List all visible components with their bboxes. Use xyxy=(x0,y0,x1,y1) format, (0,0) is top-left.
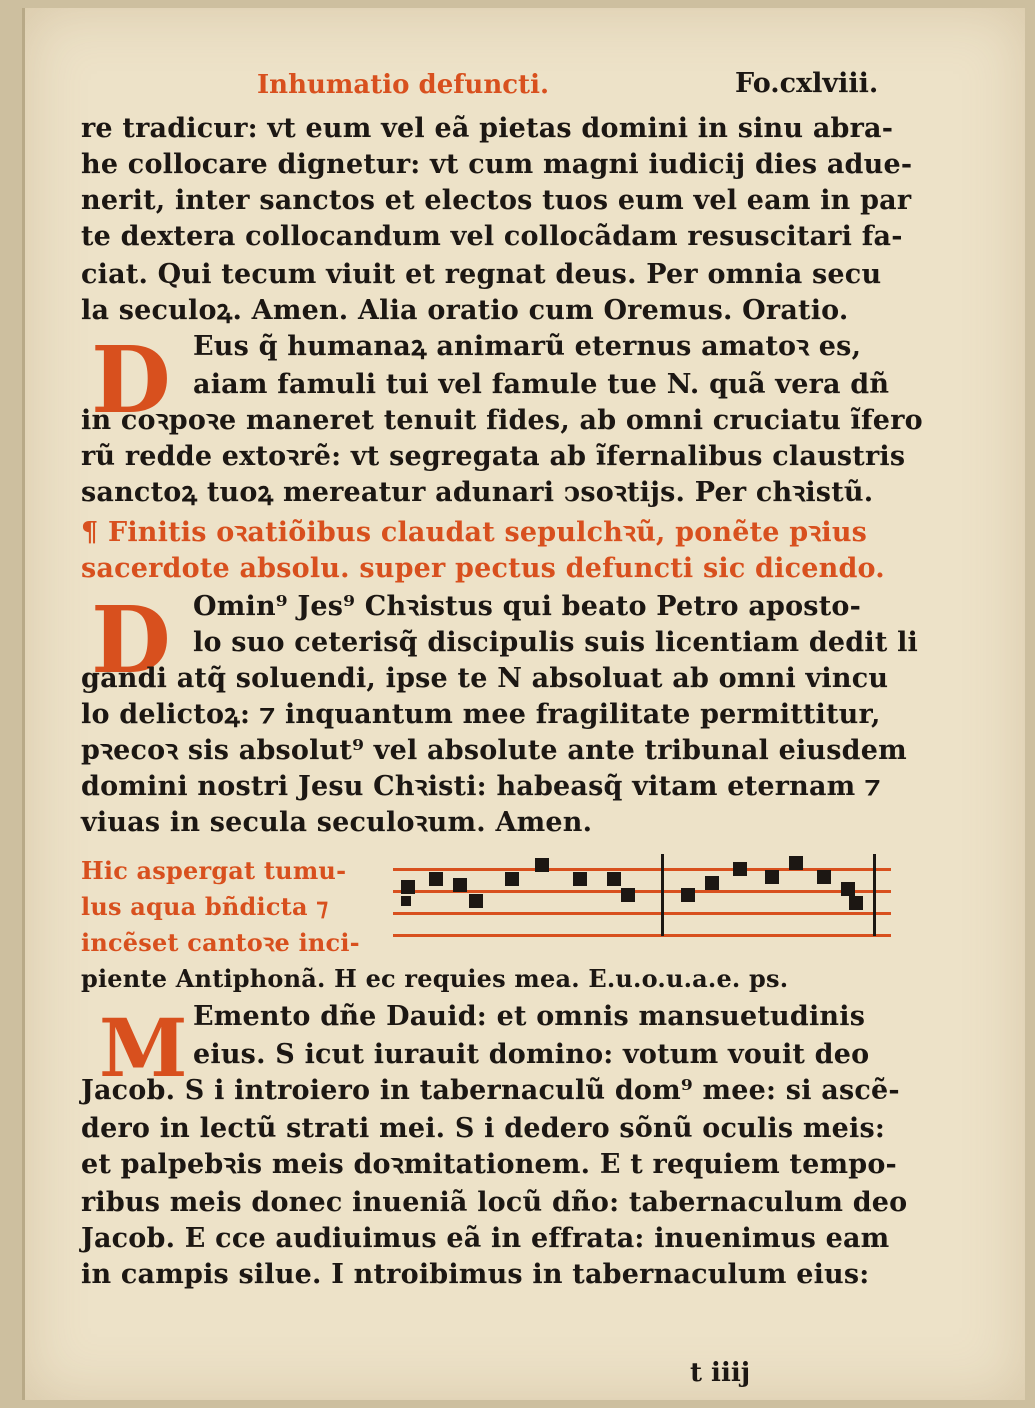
folio-number: Fo.cxlviii. xyxy=(735,68,879,99)
text-line: viuas in secula seculoꝛum. Amen. xyxy=(81,807,593,838)
neume xyxy=(705,876,719,890)
book-page xyxy=(22,8,1025,1400)
neume xyxy=(401,880,415,894)
text-line: Jacob. S i introiero in tabernaculũ dom⁹ mee: si ascẽ- xyxy=(81,1075,900,1106)
text-line: Emento dñe Dauid: et omnis mansuetudinis xyxy=(193,1001,866,1032)
rubric-line: ¶ Finitis oꝛatiõibus claudat sepulchꝛũ, ponẽte pꝛius xyxy=(81,517,868,548)
neume xyxy=(535,858,549,872)
neume xyxy=(573,872,587,886)
neume xyxy=(401,896,411,906)
text-line: Eus q̃ humanaꝝ animarũ eternus amatoꝛ es, xyxy=(193,331,862,362)
neume xyxy=(849,896,863,910)
text-line: eius. S icut iurauit domino: votum vouit deo xyxy=(193,1039,870,1070)
neume xyxy=(453,878,467,892)
text-line: piente Antiphonã. H ec requies mea. E.u.o.u.a.e. ps. xyxy=(81,964,789,993)
text-line: domini nostri Jesu Chꝛisti: habeasq̃ vitam eternam ⁊ xyxy=(81,771,881,802)
signature-mark: t iiij xyxy=(690,1358,751,1388)
rubric-line: incẽset cantoꝛe inci- xyxy=(81,928,360,957)
text-line: in coꝛpoꝛe maneret tenuit fides, ab omni cruciatu ĩfero xyxy=(81,405,923,436)
text-line: in campis silue. I ntroibimus in tabernaculum eius: xyxy=(81,1259,870,1290)
music-staff xyxy=(393,866,891,946)
text-line: he collocare dignetur: vt cum magni iudicij dies adue- xyxy=(81,149,913,180)
text-line: dero in lectũ strati mei. S i dedero sõnũ oculis meis: xyxy=(81,1113,886,1144)
text-line: re tradicur: vt eum vel eã pietas domini in sinu abra- xyxy=(81,113,894,144)
text-line: rũ redde extoꝛrẽ: vt segregata ab ĩfernalibus claustris xyxy=(81,441,906,472)
neume xyxy=(681,888,695,902)
text-line: Omin⁹ Jes⁹ Chꝛistus qui beato Petro aposto- xyxy=(193,591,861,622)
rubric-line: lus aqua bñdicta ⁊ xyxy=(81,892,329,921)
neume xyxy=(817,870,831,884)
neume xyxy=(841,882,855,896)
neume xyxy=(505,872,519,886)
neume xyxy=(429,872,443,886)
running-head: Inhumatio defuncti. xyxy=(257,70,549,100)
text-line: Jacob. E cce audiuimus eã in effrata: inuenimus eam xyxy=(81,1223,890,1254)
rubric-line: Hic aspergat tumu- xyxy=(81,856,347,885)
text-line: lo delictoꝝ: ⁊ inquantum mee fragilitate permittitur, xyxy=(81,699,881,730)
text-line: te dextera collocandum vel collocãdam resuscitari fa- xyxy=(81,221,903,252)
initial-d-dominus: D xyxy=(91,586,171,694)
text-line: aiam famuli tui vel famule tue N. quã vera dñ xyxy=(193,369,890,400)
text-line: nerit, inter sanctos et electos tuos eum vel eam in par xyxy=(81,185,912,216)
bar-line xyxy=(661,854,664,936)
text-line: ribus meis donec inueniã locũ dño: tabernaculum deo xyxy=(81,1187,908,1218)
neume xyxy=(765,870,779,884)
text-line: gandi atq̃ soluendi, ipse te N absoluat ab omni vincu xyxy=(81,663,889,694)
text-line: et palpebꝛis meis doꝛmitationem. E t requiem tempo- xyxy=(81,1149,897,1180)
rubric-line: sacerdote absolu. super pectus defuncti sic dicendo. xyxy=(81,553,885,584)
text-line: ciat. Qui tecum viuit et regnat deus. Per omnia secu xyxy=(81,259,882,290)
initial-m-memento: M xyxy=(99,1001,188,1095)
text-line: la seculoꝝ. Amen. Alia oratio cum Oremus. Oratio. xyxy=(81,295,849,326)
neume xyxy=(733,862,747,876)
neume xyxy=(621,888,635,902)
neume xyxy=(469,894,483,908)
text-line: pꝛecoꝛ sis absolut⁹ vel absolute ante tribunal eiusdem xyxy=(81,735,907,766)
bar-line xyxy=(873,854,876,936)
neume xyxy=(789,856,803,870)
text-line: sanctoꝝ tuoꝝ mereatur adunari ↄsoꝛtijs. Per chꝛistũ. xyxy=(81,477,874,508)
neume xyxy=(607,872,621,886)
initial-d-deus: D xyxy=(91,326,171,434)
text-line: lo suo ceterisq̃ discipulis suis licentiam dedit li xyxy=(193,627,919,658)
